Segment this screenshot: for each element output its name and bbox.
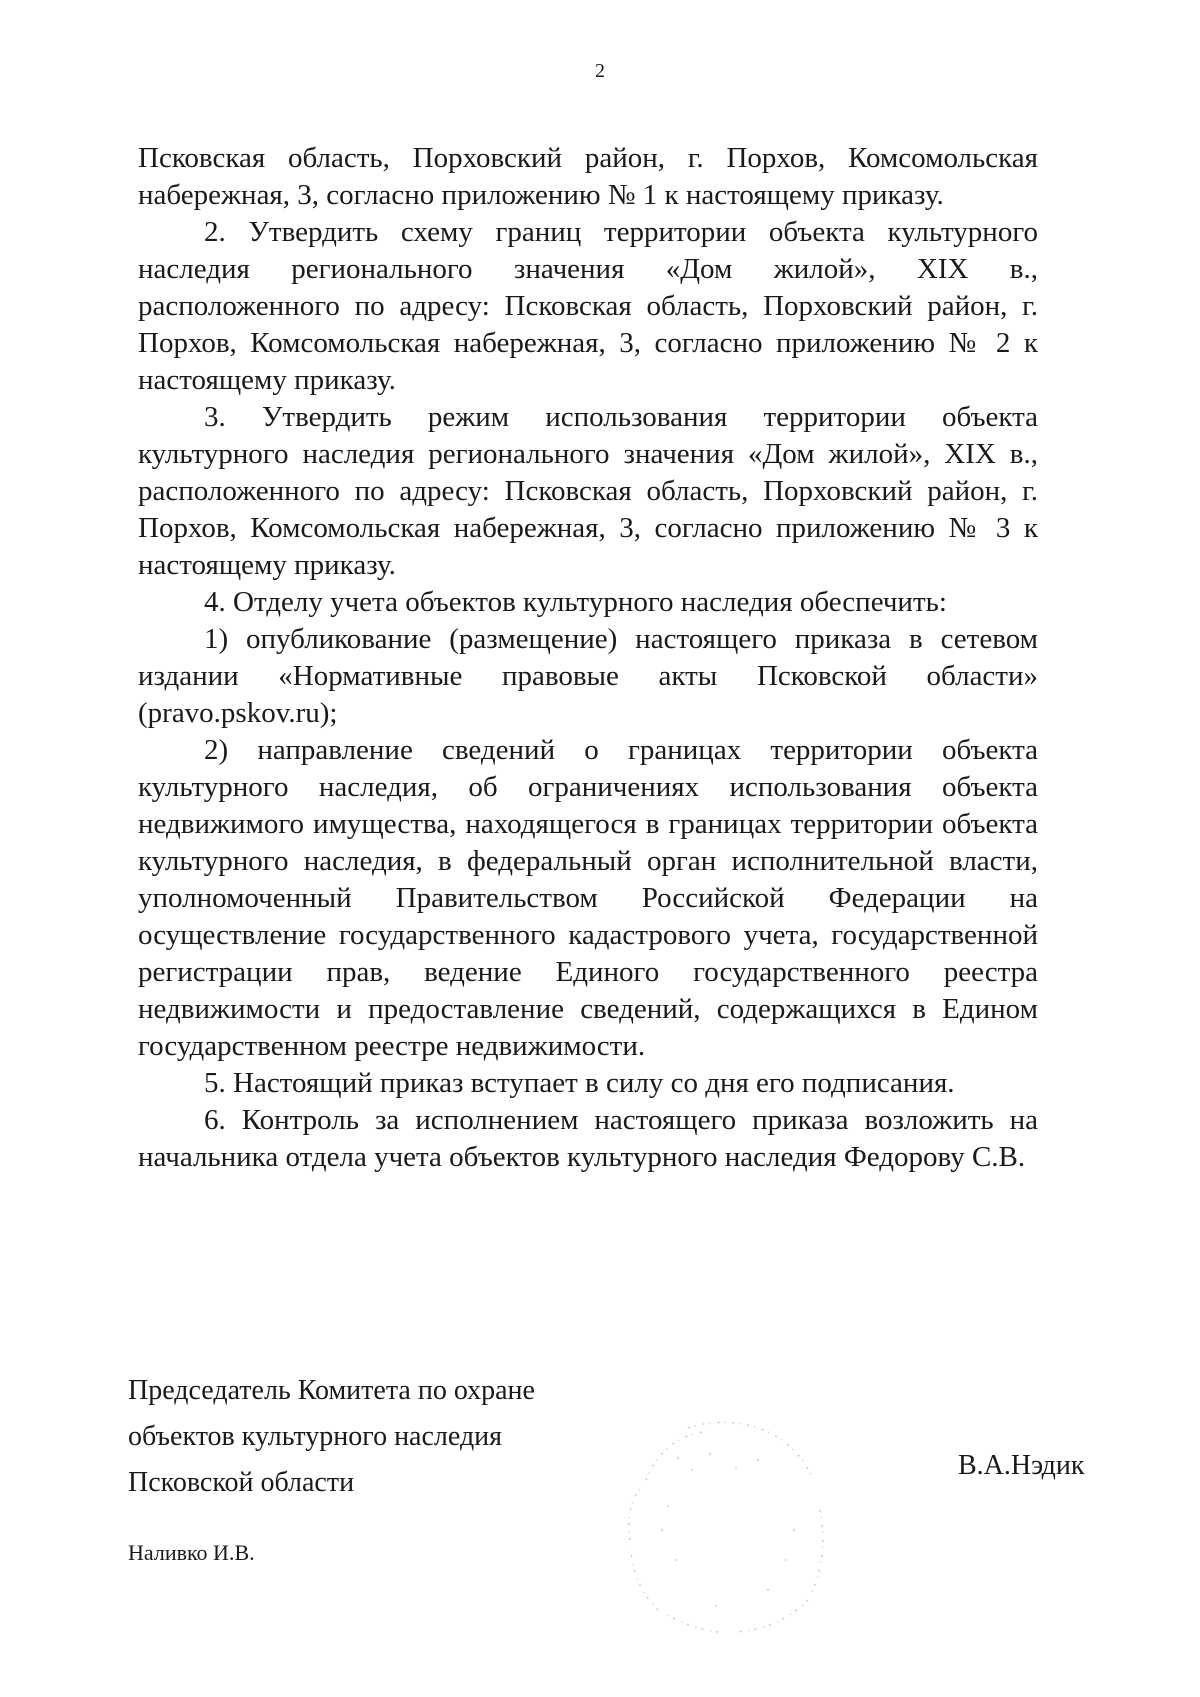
faded-stamp (618, 1410, 828, 1640)
document-body (138, 140, 1038, 1176)
paragraph-item-5: 5. Настоящий приказ вступает в силу со дня его подписания. (204, 1067, 955, 1099)
signer-name: В.А.Нэдик (958, 1450, 1085, 1481)
paragraph-item-4-2: 2) направление сведений о границах территории объекта культурного наследия, об ограничениях использования объекта недвижимого имущества, находящегося в границах территории объекта культурного наследия, в федеральный орган исполнительной власти, уполномоченный Правительством Российской Федерации на осуществление государственного кадастрового учета, государственной регистрации прав, ведение Единого государственного реестра недвижимости и предоставление сведений, содержащихся в Едином государственном реестре недвижимости. (138, 734, 1038, 1062)
signer-position-line: Псковской области (128, 1467, 355, 1498)
executor-name: Наливко И.В. (128, 1540, 255, 1565)
paragraph-item-4: 4. Отделу учета объектов культурного наследия обеспечить: (204, 586, 947, 618)
signer-position (128, 1368, 535, 1506)
page-number: 2 (595, 60, 605, 82)
signer-position-line: объектов культурного наследия (128, 1421, 503, 1452)
paragraph-address-appendix-1: Псковская область, Порховский район, г. Порхов, Комсомольская набережная, 3, согласно приложению № 1 к настоящему приказу. (138, 142, 1038, 211)
paragraph-item-6: 6. Контроль за исполнением настоящего приказа возложить на начальника отдела учета объектов культурного наследия Федорову С.В. (138, 1104, 1038, 1173)
paragraph-item-3: 3. Утвердить режим использования территории объекта культурного наследия регионального значения «Дом жилой», XIX в., расположенного по адресу: Псковская область, Порховский район, г. Порхов, Комсомольская набережная, 3, согласно приложению № 3 к настоящему приказу. (138, 401, 1038, 581)
paragraph-item-2: 2. Утвердить схему границ территории объекта культурного наследия регионального значения «Дом жилой», XIX в., расположенного по адресу: Псковская область, Порховский район, г. Порхов, Комсомольская набережная, 3, согласно приложению № 2 к настоящему приказу. (138, 216, 1038, 396)
paragraph-item-4-1: 1) опубликование (размещение) настоящего приказа в сетевом издании «Нормативные правовые акты Псковской области» (pravo.pskov.ru); (138, 623, 1038, 729)
signer-position-line: Председатель Комитета по охране (128, 1375, 535, 1406)
